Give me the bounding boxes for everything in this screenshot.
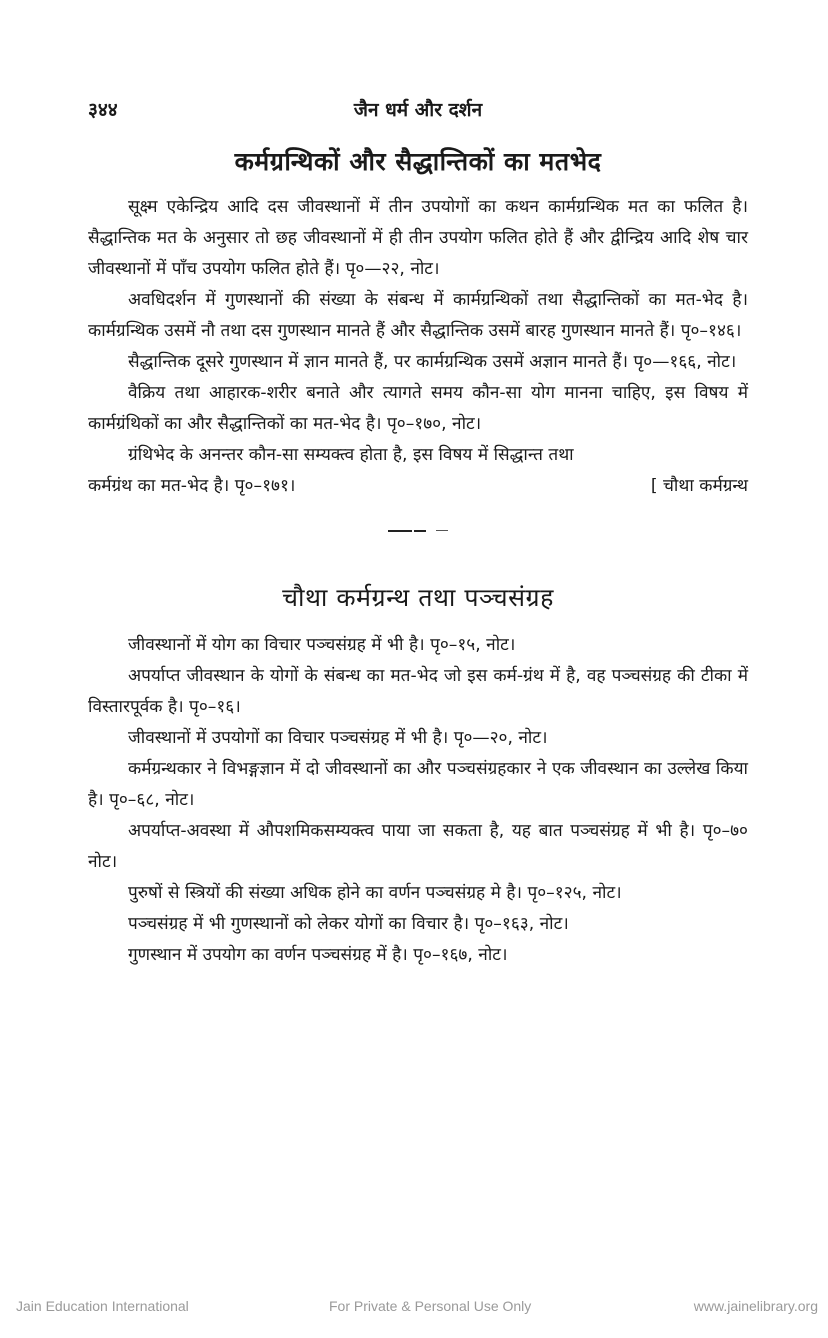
book-page <box>88 96 748 971</box>
paragraph: ग्रंथिभेद के अनन्तर कौन-सा सम्यक्त्व होता है, इस विषय में सिद्धान्त तथा <box>128 445 574 465</box>
page-number: ३४४ <box>88 99 118 121</box>
section-separator <box>88 520 748 540</box>
footer-publisher: Jain Education International <box>16 1298 189 1314</box>
section-heading-matbhed: कर्मग्रन्थिकों और सैद्धान्तिकों का मतभेद <box>234 147 602 176</box>
paragraph: अवधिदर्शन में गुणस्थानों की संख्या के संबन्ध में कार्मग्रन्थिकों तथा सैद्धान्तिकों का मत-भेद है। कार्मग्रन्थिक उसमें नौ तथा दस गुणस्थान मानते हैं और सैद्धान्तिक उसमें बारह गुणस्थान मानते हैं। पृ०–१४६। <box>88 290 748 341</box>
footer-website: www.jainelibrary.org <box>693 1298 818 1314</box>
watermark-footer <box>0 1298 828 1318</box>
paragraph: सूक्ष्म एकेन्द्रिय आदि दस जीवस्थानों में तीन उपयोगों का कथन कार्मग्रन्थिक मत का फलित है। सैद्धान्तिक मत के अनुसार तो छह जीवस्थानों में ही तीन उपयोग फलित होते हैं और द्वीन्द्रिय आदि शेष चार जीवस्थानों में पाँच उपयोग फलित होते हैं। पृ०—२२, नोट। <box>88 197 748 279</box>
paragraph-last-line <box>88 471 748 502</box>
paragraph: कर्मग्रन्थकार ने विभङ्गज्ञान में दो जीवस्थानों का और पञ्चसंग्रहकार ने एक जीवस्थान का उल्लेख किया है। पृ०–६८, नोट। <box>88 759 748 810</box>
paragraph: अपर्याप्त जीवस्थान के योगों के संबन्ध का मत-भेद जो इस कर्म-ग्रंथ में है, वह पञ्चसंग्रह की टीका में विस्तारपूर्वक है। पृ०–१६। <box>88 666 748 717</box>
catchword: [ चौथा कर्मग्रन्थ <box>650 476 748 496</box>
paragraph: वैक्रिय तथा आहारक-शरीर बनाते और त्यागते समय कौन-सा योग मानना चाहिए, इस विषय में कार्मग्रंथिकों का और सैद्धान्तिकों का मत-भेद है। पृ०–१७०, नोट। <box>88 383 748 434</box>
footer-usage-note: For Private & Personal Use Only <box>329 1298 532 1314</box>
book-title: जैन धर्म और दर्शन <box>353 99 483 121</box>
paragraph: जीवस्थानों में उपयोगों का विचार पञ्चसंग्रह में भी है। पृ०—२०, नोट। <box>128 728 548 748</box>
paragraph: पुरुषों से स्त्रियों की संख्या अधिक होने का वर्णन पञ्चसंग्रह मे है। पृ०–१२५, नोट। <box>128 883 622 903</box>
paragraph: सैद्धान्तिक दूसरे गुणस्थान में ज्ञान मानते हैं, पर कार्मग्रन्थिक उसमें अज्ञान मानते हैं। पृ०—१६६, नोट। <box>128 352 737 372</box>
paragraph: गुणस्थान में उपयोग का वर्णन पञ्चसंग्रह में है। पृ०–१६७, नोट। <box>128 945 508 965</box>
paragraph: पञ्चसंग्रह में भी गुणस्थानों को लेकर योगों का विचार है। पृ०–१६३, नोट। <box>128 914 569 934</box>
section-heading-panchasangrah: चौथा कर्मग्रन्थ तथा पञ्चसंग्रह <box>282 583 554 612</box>
paragraph: जीवस्थानों में योग का विचार पञ्चसंग्रह में भी है। पृ०–१५, नोट। <box>128 635 516 655</box>
running-header <box>88 96 748 124</box>
paragraph: अपर्याप्त-अवस्था में औपशमिकसम्यक्त्व पाया जा सकता है, यह बात पञ्चसंग्रह में भी है। पृ०–७० नोट। <box>88 821 748 872</box>
paragraph-end-text: कर्मग्रंथ का मत-भेद है। पृ०–१७१। <box>88 476 296 496</box>
